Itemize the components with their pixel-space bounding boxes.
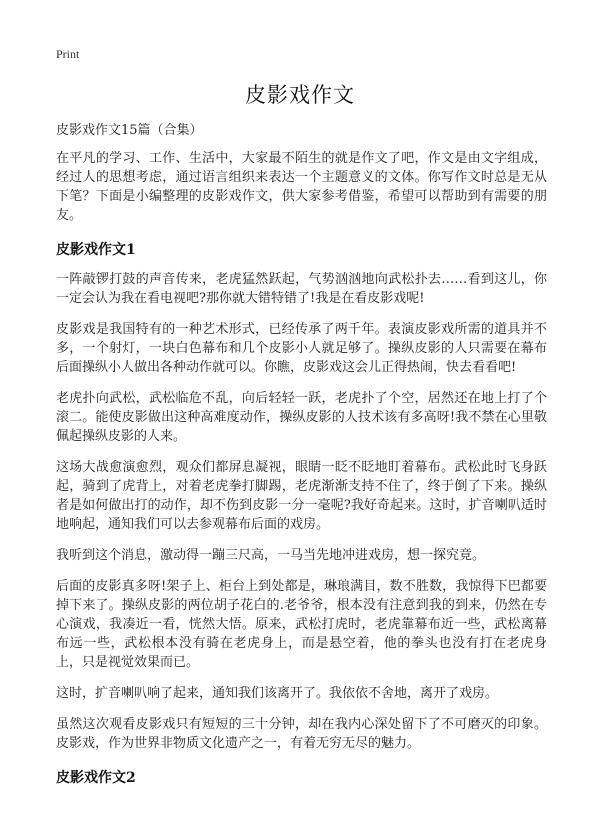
paragraph: 一阵敲锣打鼓的声音传来，老虎猛然跃起，气势汹汹地向武松扑去……看到这儿，你一定会认为我在看电视吧?那你就大错特错了!我是在看皮影戏呢!	[56, 272, 547, 306]
paragraph: 这时，扩音喇叭响了起来，通知我们该离开了。我依依不舍地，离开了戏房。	[56, 686, 499, 701]
paragraph: 后面的皮影真多呀!架子上、柜台上到处都是，琳琅满目，数不胜数，我惊得下巴都要掉下来了。操纵皮影的两位胡子花白的.老爷爷，根本没有注意到我的到来，仍然在专心演戏，我凑近一看，恍然大悟。原来，武松打虎时，老虎靠幕布近一些，武松离幕布远一些，武松根本没有骑在老虎身上，而是悬空着，他的拳头也没有打在老虎身上，只是视觉效果而已。	[56, 579, 547, 670]
page-title: 皮影戏作文	[245, 83, 355, 107]
document-subtitle: 皮影戏作文15篇（合集）	[56, 123, 203, 138]
section-heading-1: 皮影戏作文1	[56, 242, 136, 258]
print-label[interactable]: Print	[56, 47, 80, 61]
paragraph: 老虎扑向武松，武松临危不乱，向后轻轻一跃，老虎扑了个空，居然还在地上打了个滚二。能使皮影做出这种高难度动作，操纵皮影的人技术该有多高呀!我不禁在心里敬佩起操纵皮影的人来。	[56, 391, 547, 444]
paragraph: 我听到这个消息，激动得一蹦三尺高，一马当先地冲进戏房，想一探究竟。	[56, 548, 486, 563]
paragraph: 这场大战愈演愈烈，观众们都屏息凝视，眼睛一眨不眨地盯着幕布。武松此时飞身跃起，骑到了虎背上，对着老虎拳打脚踢，老虎渐渐支持不住了，终于倒了下来。操纵者是如何做出打的动作，却不伤到皮影一分一毫呢?我好奇起来。这时，扩音喇叭适时地响起，通知我们可以去参观幕布后面的戏房。	[56, 460, 547, 532]
section-heading-2: 皮影戏作文2	[56, 770, 136, 786]
intro-paragraph: 在平凡的学习、工作、生活中，大家最不陌生的就是作文了吧，作文是由文字组成，经过人的思想考虑，通过语言组织来表达一个主题意义的文体。你写作文时总是无从下笔？下面是小编整理的皮影戏作文，供大家参考借鉴，希望可以帮助到有需要的朋友。	[56, 151, 547, 223]
article-body	[56, 149, 547, 798]
paragraph: 皮影戏是我国特有的一种艺术形式，已经传承了两千年。表演皮影戏所需的道具并不多，一个射灯，一块白色幕布和几个皮影小人就足够了。操纵皮影的人只需要在幕布后面操纵小人做出各种动作就可以。你瞧，皮影戏这会儿正得热闹，快去看看吧!	[56, 322, 547, 375]
paragraph: 虽然这次观看皮影戏只有短短的三十分钟，却在我内心深处留下了不可磨灭的印象。皮影戏，作为世界非物质文化遗产之一，有着无穷无尽的魅力。	[56, 717, 547, 751]
